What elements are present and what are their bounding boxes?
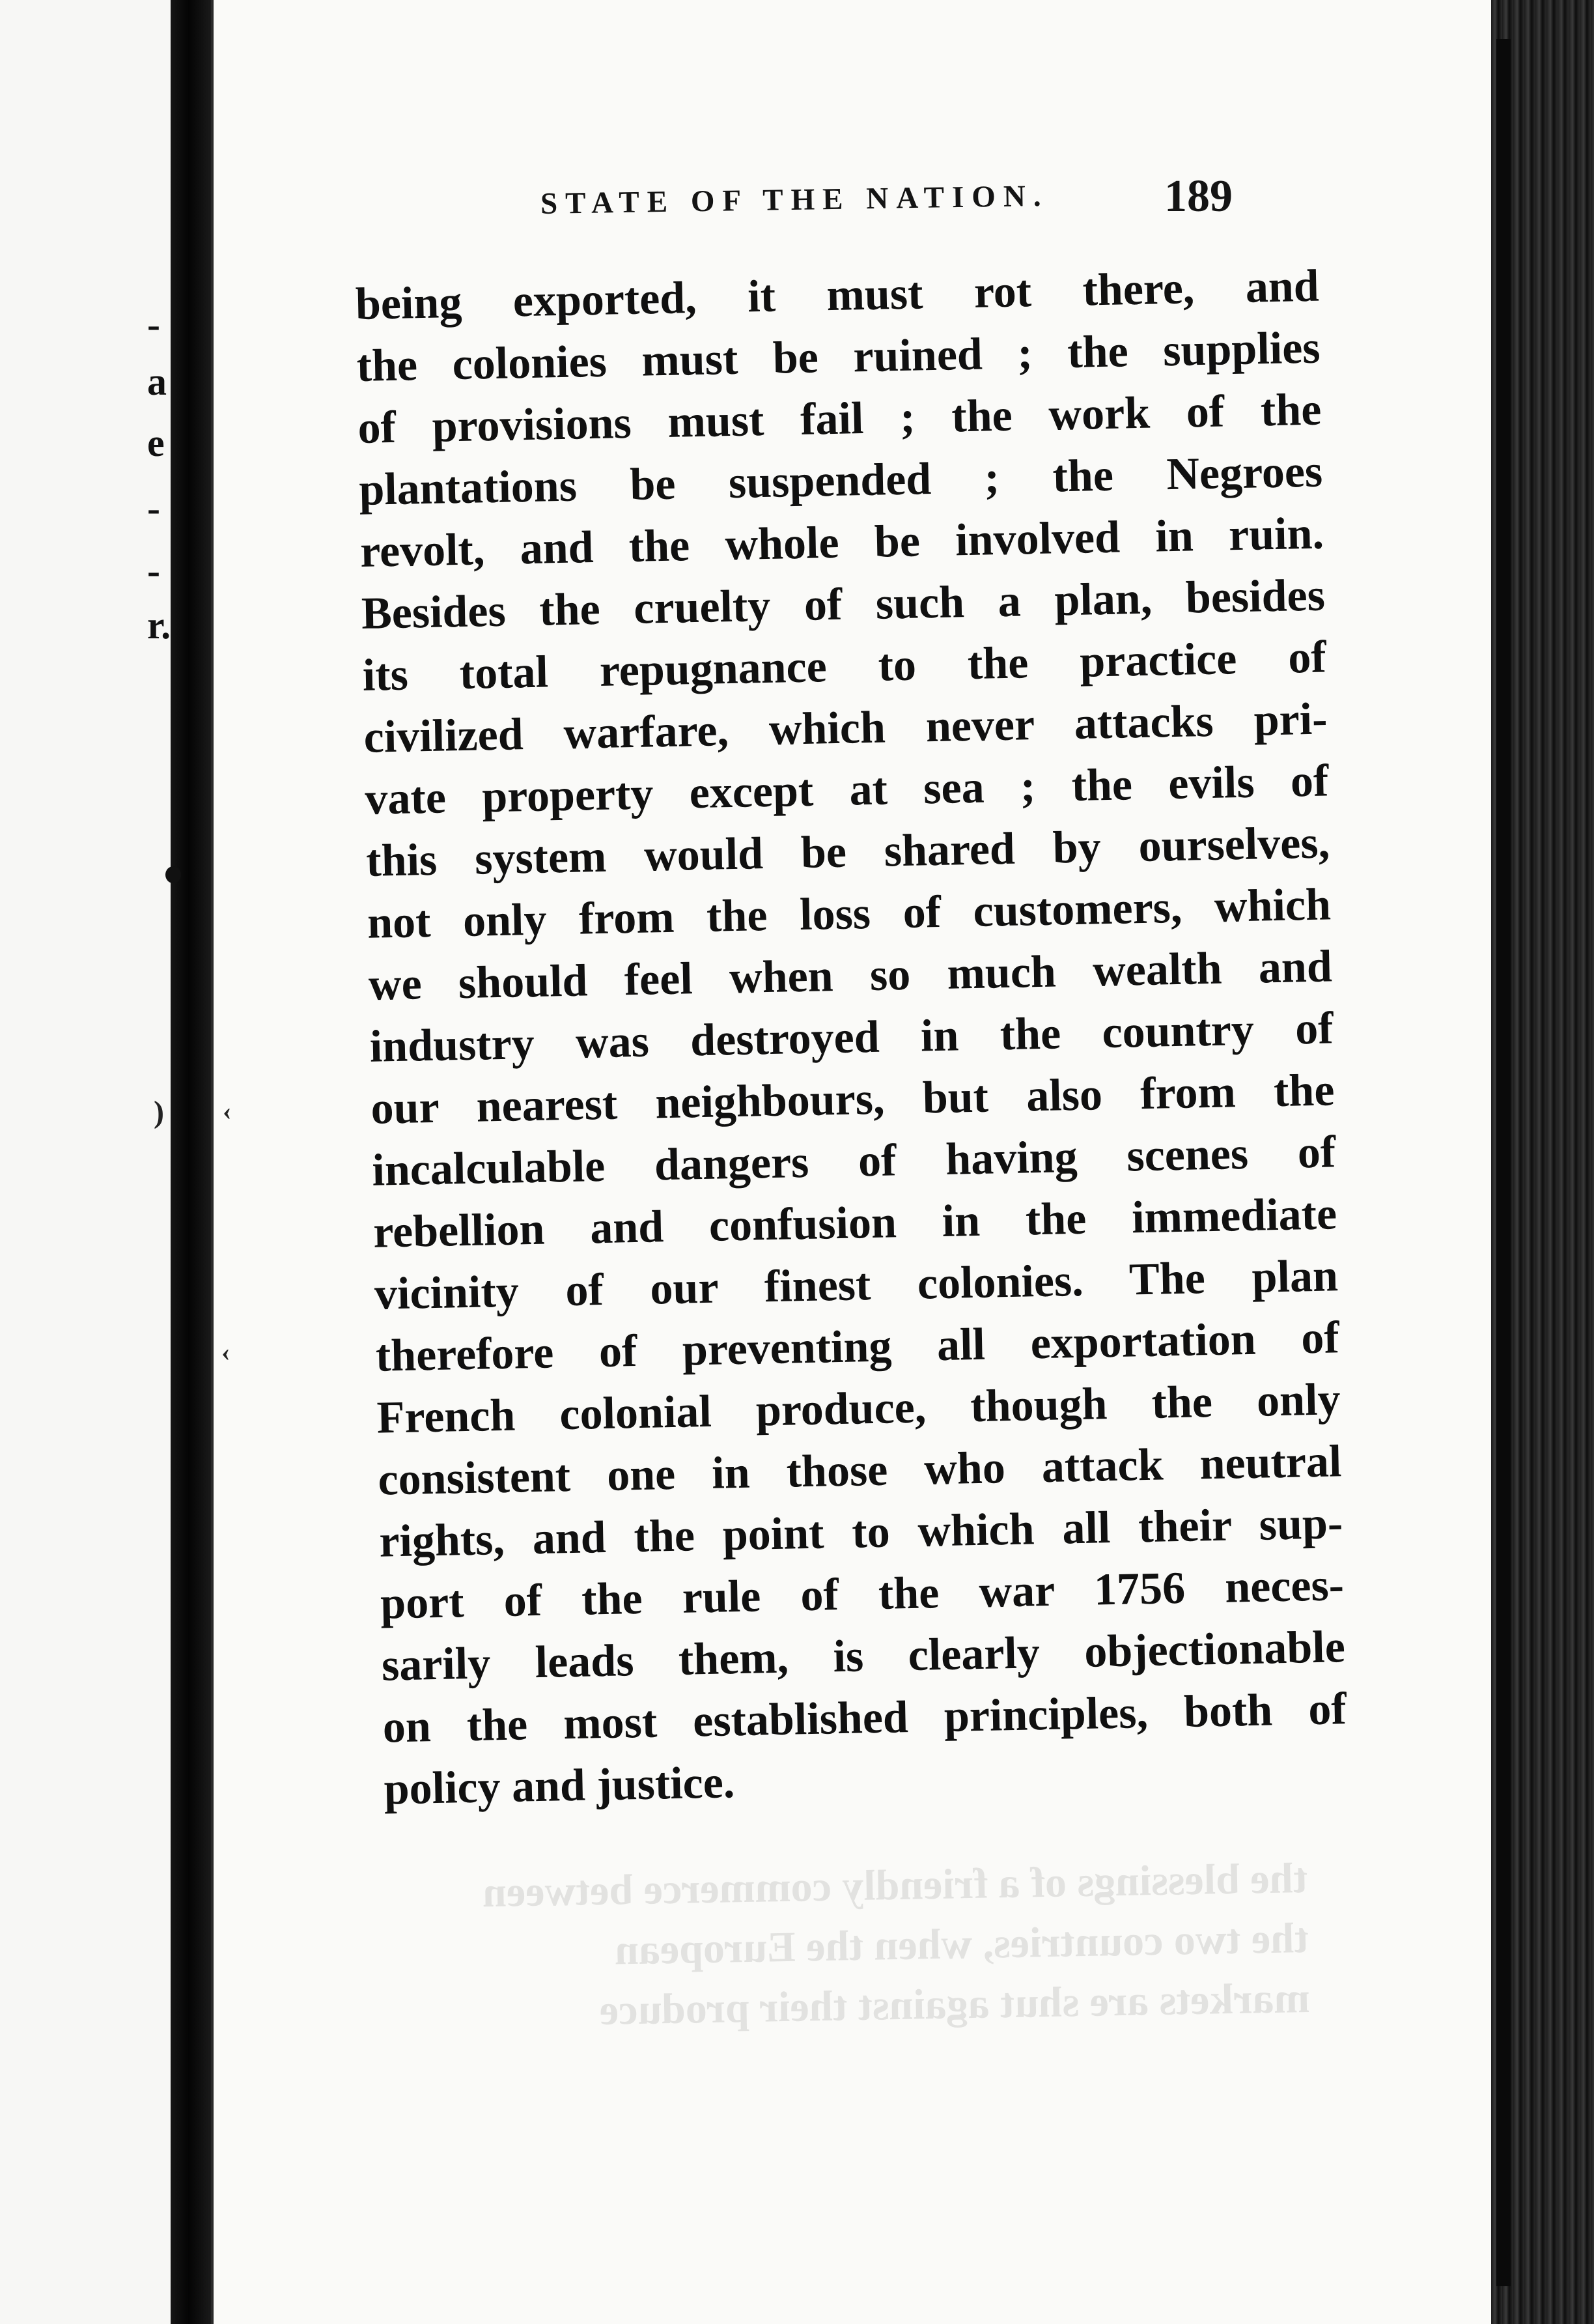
margin-mark: ‹	[221, 1337, 231, 1367]
page-number: 189	[1164, 171, 1233, 221]
text-line: being exported, it must rot there, and	[355, 261, 1320, 330]
text-line: Besides the cruelty of such a plan, besides	[361, 570, 1326, 639]
body-text	[355, 255, 1348, 1821]
previous-page-edge	[0, 0, 171, 2324]
text-line: vicinity of our finest colonies. The plan	[374, 1251, 1339, 1320]
text-line: French colonial produce, though the only	[376, 1374, 1341, 1443]
text-line: therefore of preventing all exportation of	[375, 1312, 1340, 1382]
previous-page-fragment: -	[147, 549, 160, 592]
margin-mark: ‹	[223, 1096, 232, 1126]
book-gutter	[171, 0, 211, 2324]
text-line: port of the rule of the war 1756 neces-	[380, 1560, 1345, 1629]
previous-page-fragment: e	[147, 421, 165, 464]
previous-page-fragment: r.	[147, 604, 171, 647]
text-line: not only from the loss of customers, which	[367, 879, 1332, 948]
text-line: the colonies must be ruined ; the supplies	[356, 322, 1321, 391]
book-fore-edge-shadow	[1496, 39, 1511, 2286]
text-line: consistent one in those who attack neutral	[377, 1436, 1343, 1505]
text-line: plantations be suspended ; the Negroes	[358, 446, 1323, 515]
text-line: rebellion and confusion in the immediate	[372, 1189, 1337, 1258]
text-line: of provisions must fail ; the work of the	[357, 384, 1322, 453]
previous-page-fragment: a	[147, 360, 167, 403]
margin-mark: )	[154, 1095, 164, 1129]
text-line: industry was destroyed in the country of	[369, 1003, 1334, 1072]
text-line: rights, and the point to which all their sup-	[378, 1498, 1343, 1567]
running-head: STATE OF THE NATION.	[540, 178, 1049, 221]
text-line: our nearest neighbours, but also from the	[370, 1065, 1335, 1134]
gutter-mark	[165, 866, 181, 883]
text-line: this system would be shared by ourselves,	[365, 817, 1330, 886]
text-line: its total repugnance to the practice of	[362, 632, 1327, 701]
text-line: on the most established principles, both of	[382, 1684, 1347, 1753]
text-line: sarily leads them, is clearly objectionable	[381, 1622, 1346, 1691]
text-line: civilized warfare, which never attacks pri-	[363, 694, 1328, 763]
previous-page-fragment: -	[147, 487, 160, 530]
text-line: vate property except at sea ; the evils of	[364, 756, 1329, 825]
text-line: policy and justice.	[383, 1757, 735, 1815]
text-line: incalculable dangers of having scenes of	[371, 1127, 1336, 1196]
text-line: revolt, and the whole be involved in ruin.	[359, 508, 1324, 577]
text-line: we should feel when so much wealth and	[368, 941, 1333, 1010]
previous-page-fragment: -	[147, 303, 160, 346]
